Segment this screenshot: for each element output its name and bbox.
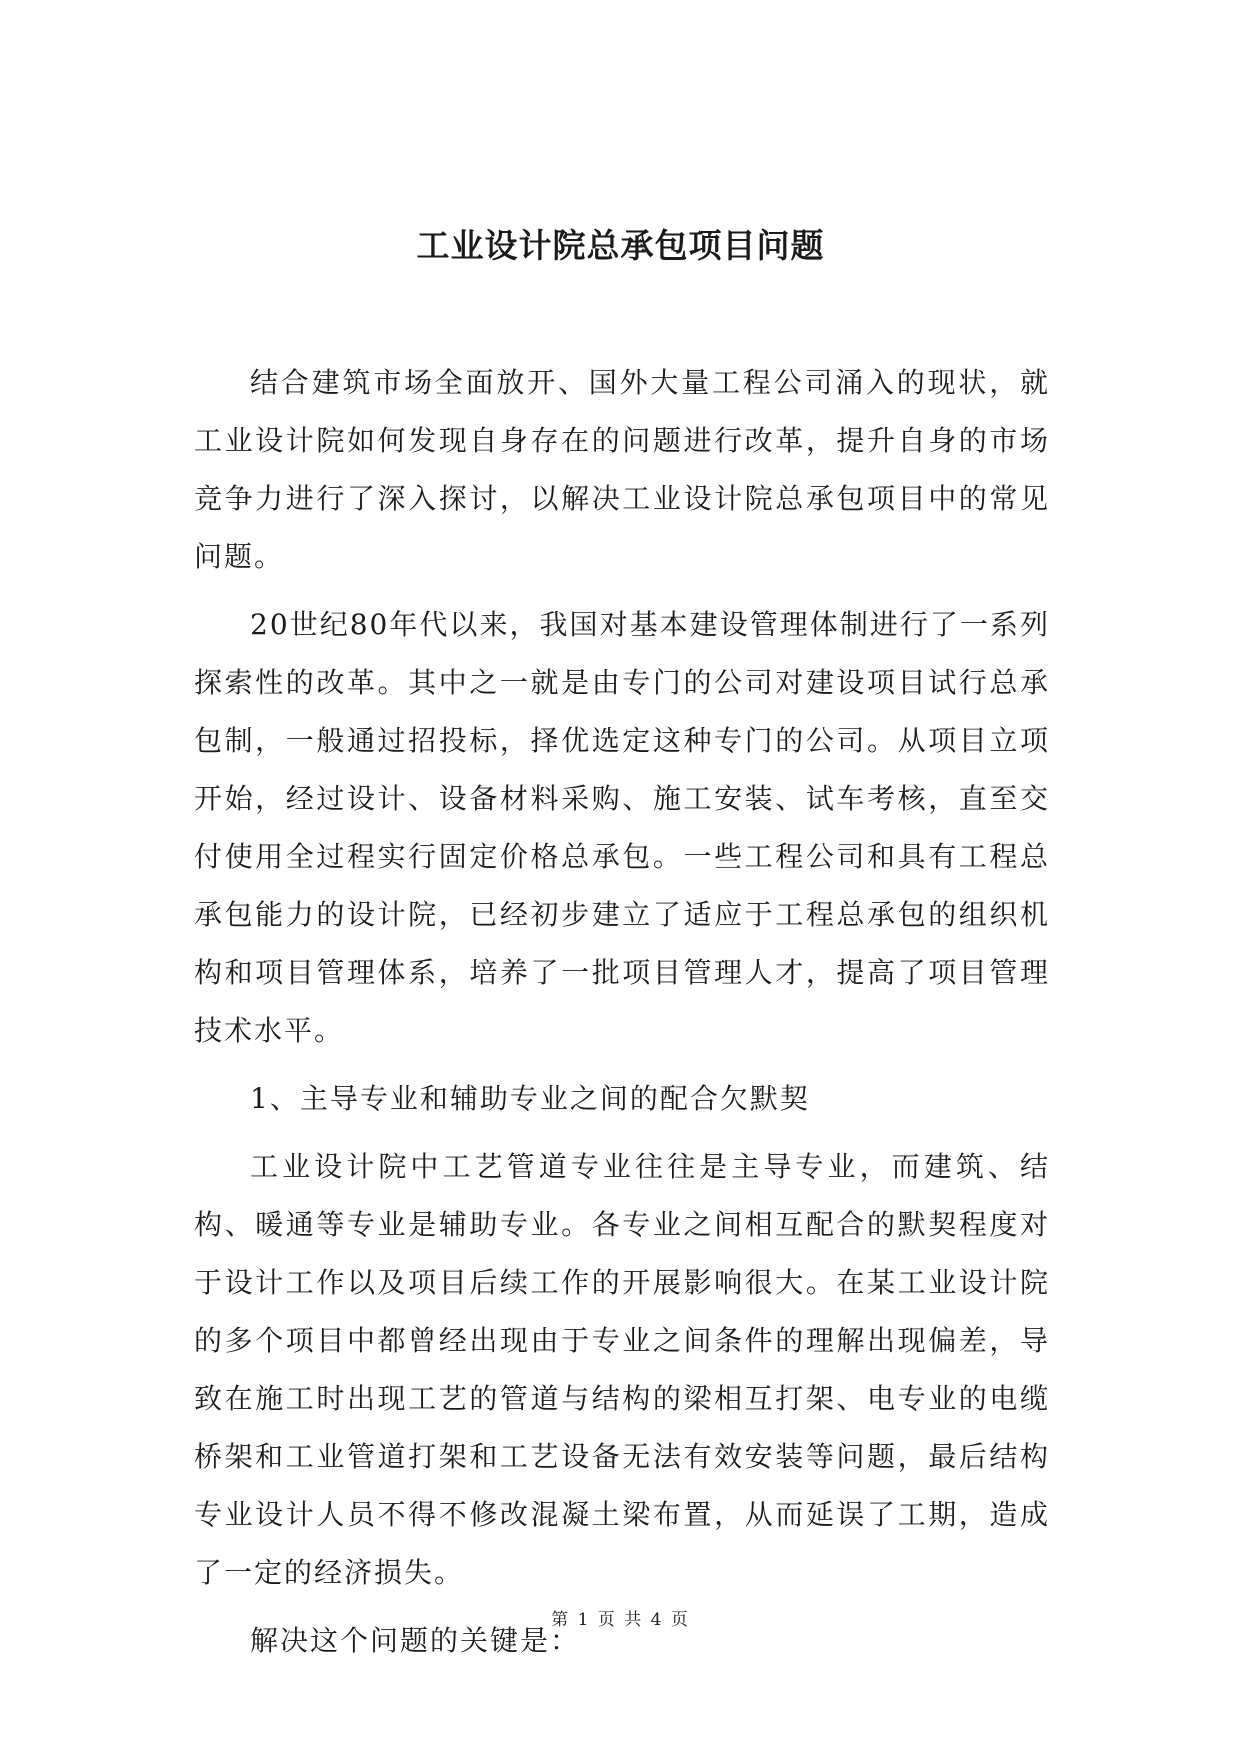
section-heading-1: 1、主导专业和辅助专业之间的配合欠默契 [250, 1082, 810, 1115]
paragraph-solution-lead: 解决这个问题的关键是： [250, 1624, 581, 1657]
document-body [194, 354, 1050, 1680]
paragraph-history: 20世纪80年代以来，我国对基本建设管理体制进行了一系列探索性的改革。其中之一就是由专门的公司对建设项目试行总承包制，一般通过招投标，择优选定这种专门的公司。从项目立项开始，经过设计、设备材料采购、施工安装、试车考核，直至交付使用全过程实行固定价格总承包。一些工程公司和具有工程总承包能力的设计院，已经初步建立了适应于工程总承包的组织机构和项目管理体系，培养了一批项目管理人才，提高了项目管理技术水平。 [194, 608, 1050, 1047]
paragraph-intro: 结合建筑市场全面放开、国外大量工程公司涌入的现状，就工业设计院如何发现自身存在的问题进行改革，提升自身的市场竞争力进行了深入探讨，以解决工业设计院总承包项目中的常见问题。 [194, 366, 1050, 573]
paragraph-coordination: 工业设计院中工艺管道专业往往是主导专业，而建筑、结构、暖通等专业是辅助专业。各专业之间相互配合的默契程度对于设计工作以及项目后续工作的开展影响很大。在某工业设计院的多个项目中都曾经出现由于专业之间条件的理解出现偏差，导致在施工时出现工艺的管道与结构的梁相互打架、电专业的电缆桥架和工业管道打架和工艺设备无法有效安装等问题，最后结构专业设计人员不得不修改混凝土梁布置，从而延误了工期，造成了一定的经济损失。 [194, 1150, 1050, 1589]
page-number-footer: 第 1 页 共 4 页 [551, 1610, 690, 1630]
document-title: 工业设计院总承包项目问题 [416, 226, 825, 265]
